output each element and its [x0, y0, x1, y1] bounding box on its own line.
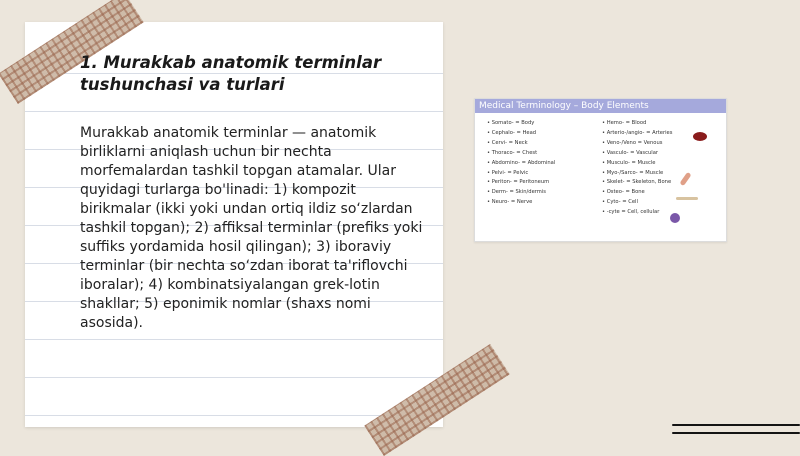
- thumbnail-left-column: [487, 119, 602, 218]
- thumbnail-item: • Pelvi- = Pelvic: [487, 169, 529, 176]
- thumbnail-item: • Osteo- = Bone: [602, 189, 645, 196]
- thumbnail-item: • Cyto- = Cell: [602, 199, 638, 206]
- decorative-line: [672, 424, 800, 426]
- thumbnail-item: • Arterio-/angio- = Arteries: [602, 129, 673, 136]
- thumbnail-item: • Abdomino- = Abdominal: [487, 159, 556, 166]
- thumbnail-item: • Periton- = Peritoneum: [487, 179, 550, 186]
- thumbnail-item: • Cervi- = Neck: [487, 139, 528, 146]
- thumbnail-item: • -cyte = Cell, cellular: [602, 209, 660, 216]
- slide-body-text: Murakkab anatomik terminlar — anatomik birliklarni aniqlash uchun bir nechta morfemalardan tashkil topgan atamalar. Ular quyidagi turlarga bo'linadi: 1) kompozit birikmalar (ikki yoki undan ortiq ildiz so‘zlardan tashkil topgan); 2) affiksal terminlar (prefiks yoki suffiks yordamida hosil qilingan); 3) iboraviy terminlar (bir nechta so‘zdan iborat ta'riflovchi iboralar); 4) kombinatsiyalangan grek-lotin shakllar; 5) eponimik nomlar (shaxs nomi asosida).: [80, 125, 423, 331]
- thumbnail-item: • Veno-/Veno = Venous: [602, 139, 663, 146]
- thumbnail-title: Medical Terminology – Body Elements: [475, 99, 726, 113]
- thumbnail-item: • Thoraco- = Chest: [487, 149, 538, 156]
- thumbnail-item: • Musculo- = Muscle: [602, 159, 656, 166]
- decorative-lines: [672, 424, 800, 444]
- thumbnail-item: • Derm- = Skin/dermis: [487, 189, 547, 196]
- thumbnail-item: • Hemo- = Blood: [602, 120, 647, 126]
- thumbnail-item: • Cephalo- = Head: [487, 129, 537, 136]
- thumbnail-item: • Somato- = Body: [487, 120, 535, 126]
- decorative-line: [672, 432, 800, 434]
- thumbnail-item: • Skelet- = Skeleton, Bone: [602, 179, 672, 186]
- terminology-thumbnail-image: [474, 98, 727, 242]
- thumbnail-item: • Vasculo- = Vascular: [602, 149, 659, 156]
- cell-icon: [670, 213, 680, 223]
- blood-drop-icon: [693, 132, 707, 141]
- bone-icon: [676, 197, 698, 200]
- slide-heading: 1. Murakkab anatomik terminlar tushunchasi va turlari: [80, 53, 382, 94]
- thumbnail-item: • Myo-/Sarco- = Muscle: [602, 169, 664, 176]
- thumbnail-item: • Neuro- = Nerve: [487, 199, 533, 206]
